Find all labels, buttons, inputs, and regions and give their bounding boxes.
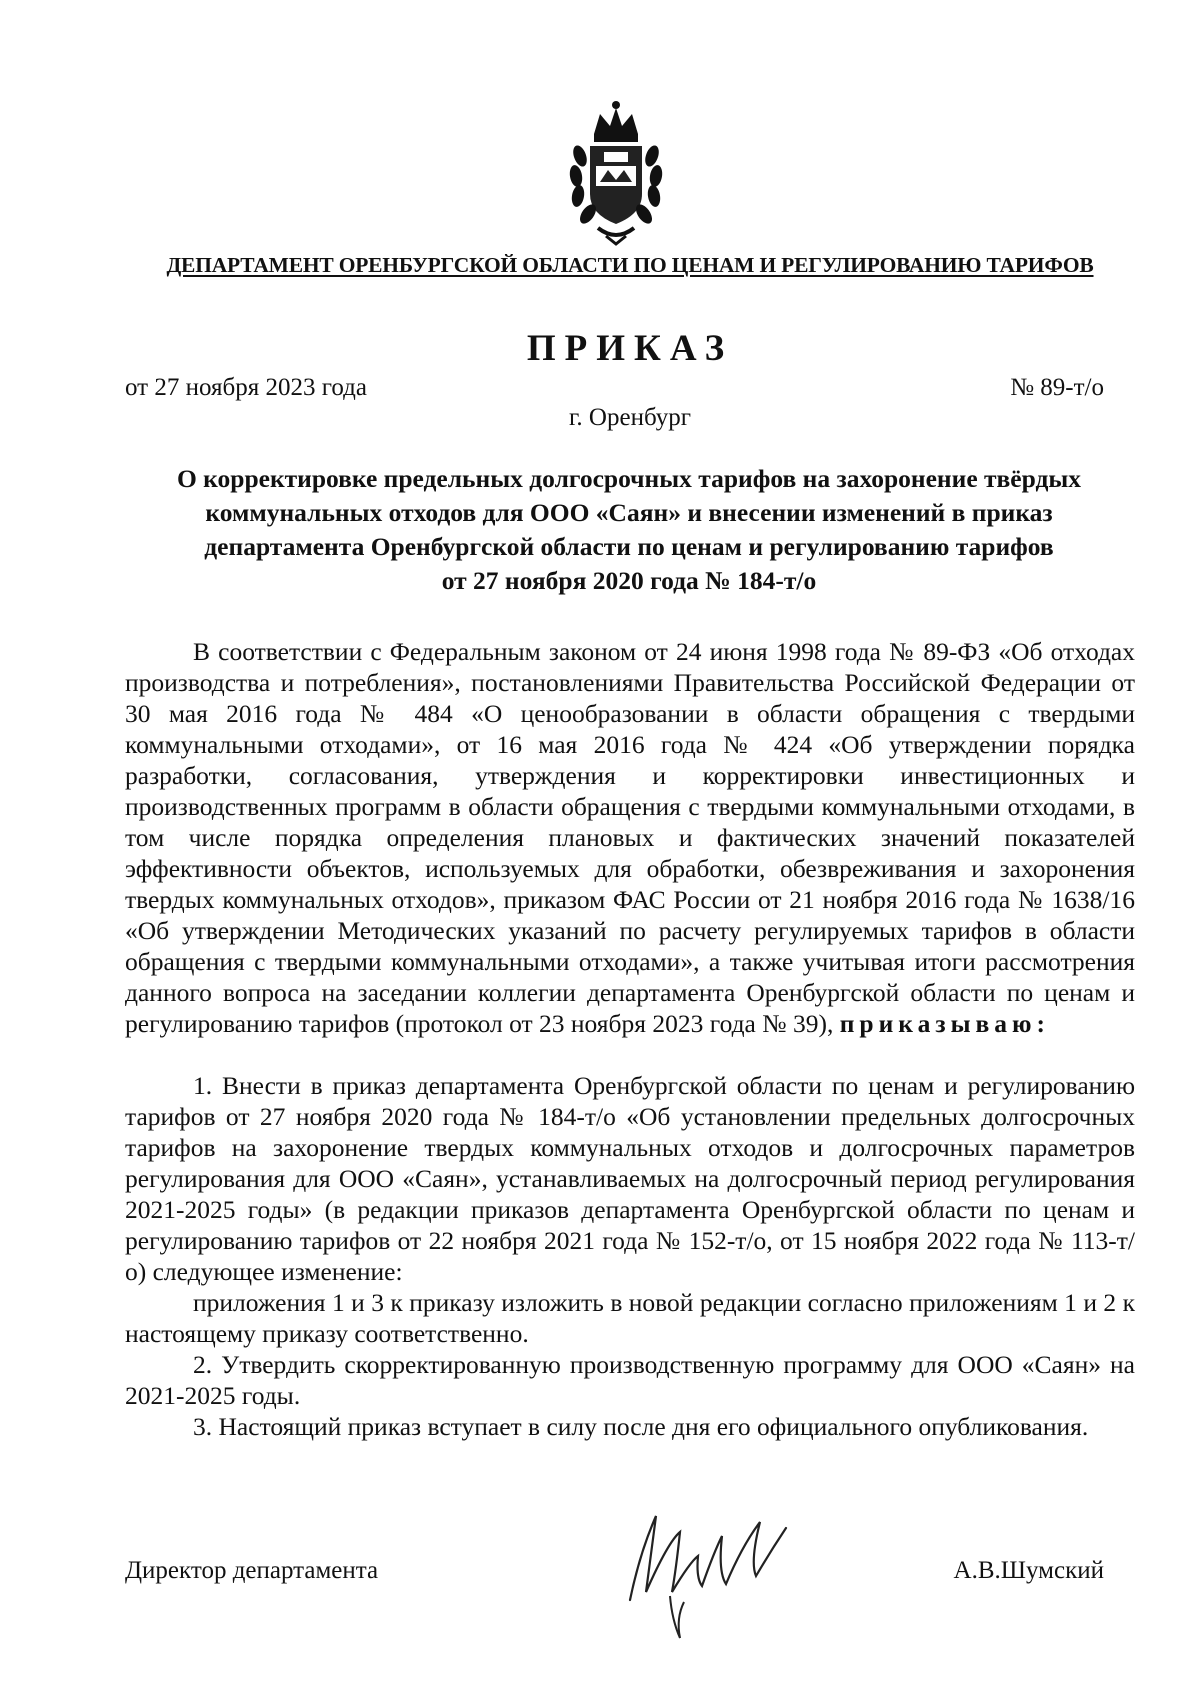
heading-line: департамента Оренбургской области по ценам и регулированию тарифов <box>204 532 1054 561</box>
order-title: ПРИКАЗ <box>526 328 734 369</box>
heading-line: коммунальных отходов для ООО «Саян» и внесении изменений в приказ <box>205 498 1053 527</box>
coat-of-arms-icon <box>560 96 672 248</box>
handwritten-signature <box>610 1492 830 1642</box>
preamble-paragraph <box>125 636 1135 1039</box>
order-body <box>125 636 1135 1442</box>
heading-line: от 27 ноября 2020 года № 184-т/о <box>441 566 817 595</box>
order-heading <box>118 462 1140 598</box>
signatory-name: А.В.Шумский <box>953 1557 1104 1584</box>
signatory-position: Директор департамента <box>125 1557 379 1584</box>
item-2: 2. Утвердить скорректированную производственную программу для ООО «Саян» на 2021-2025 годы. <box>125 1350 1135 1410</box>
order-number: № 89-т/о <box>1010 374 1104 401</box>
department-name: ДЕПАРТАМЕНТ ОРЕНБУРГСКОЙ ОБЛАСТИ ПО ЦЕНАМ И РЕГУЛИРОВАНИЮ ТАРИФОВ <box>166 253 1094 277</box>
preamble-text: В соответствии с Федеральным законом от 24 июня 1998 года № 89-ФЗ «Об отходах производства и потребления», постановлениями Правительства Российской Федерации от 30 мая 2016 года № 484 «О ценообразовании в области обращения с твердыми коммунальными отходами», от 16 мая 2016 года № 424 «Об утверждении порядка разработки, согласования, утверждения и корректировки инвестиционных и производственных программ в области обращения с твердыми коммунальными отходами, в том числе порядка определения плановых и фактических значений показателей эффективности объектов, используемых для обработки, обезвреживания и захоронения твердых коммунальных отходов», приказом ФАС России от 21 ноября 2016 года № 1638/16 «Об утверждении Методических указаний по расчету регулируемых тарифов в области обращения с твердыми коммунальными отходами», а также учитывая итоги рассмотрения данного вопроса на заседании коллегии департамента Оренбургской области по ценам и регулированию тарифов (протокол от 23 ноября 2023 года № 39), <box>125 637 1135 1038</box>
heading-line: О корректировке предельных долгосрочных тарифов на захоронение твёрдых <box>176 464 1082 493</box>
order-city: г. Оренбург <box>569 404 691 431</box>
order-word: приказываю: <box>839 1009 1050 1038</box>
item-1-sub: приложения 1 и 3 к приказу изложить в новой редакции согласно приложениям 1 и 2 к настоящему приказу соответственно. <box>125 1288 1135 1348</box>
item-3: 3. Настоящий приказ вступает в силу после дня его официального опубликования. <box>193 1412 1089 1441</box>
item-1: 1. Внести в приказ департамента Оренбургской области по ценам и регулированию тарифов от 27 ноября 2020 года № 184-т/о «Об установлении предельных долгосрочных тарифов на захоронение твердых коммунальных отходов и долгосрочных параметров регулирования для ООО «Саян», устанавливаемых на долгосрочный период регулирования 2021-2025 годы» (в редакции приказов департамента Оренбургской области по ценам и регулированию тарифов от 22 ноября 2021 года № 152-т/о, от 15 ноября 2022 года № 113-т/о) следующее изменение: <box>125 1071 1135 1286</box>
order-date: от 27 ноября 2023 года <box>125 374 367 401</box>
